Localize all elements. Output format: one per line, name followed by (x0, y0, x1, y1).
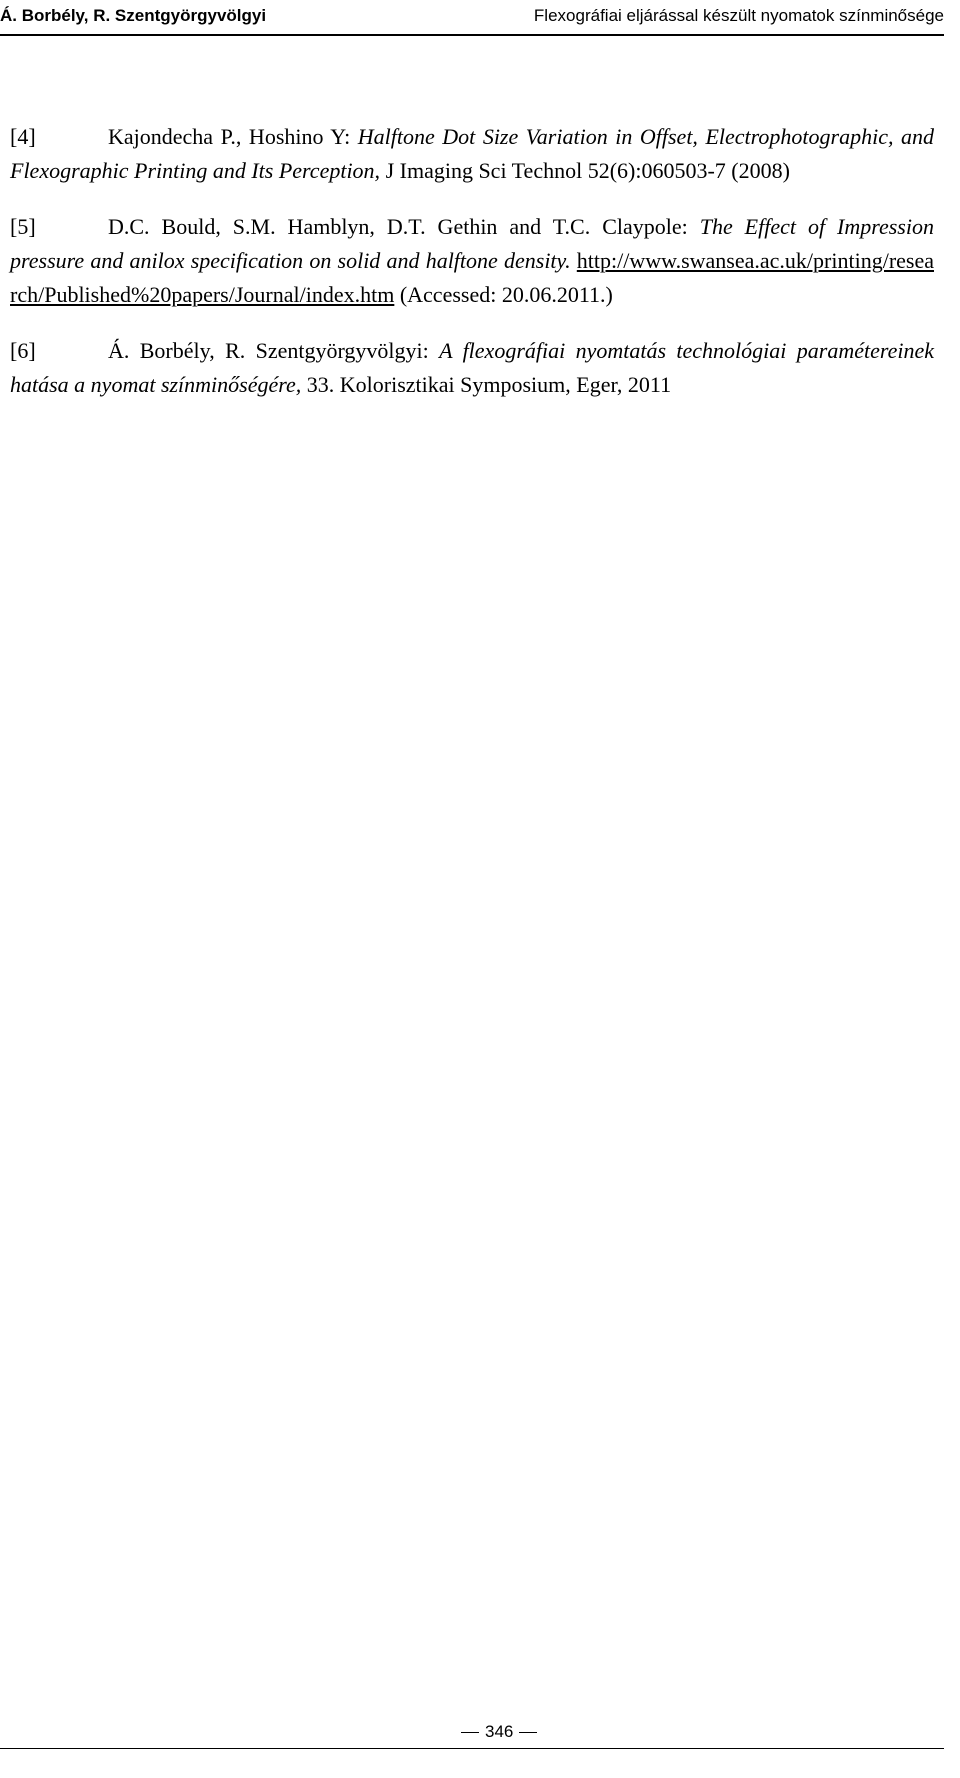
reference-link[interactable]: http://www.swansea.ac.uk/printing/research/Published%20papers/Journal/index.htm (10, 248, 934, 307)
footer-rule (0, 1748, 944, 1749)
page-number-text: 346 (485, 1722, 514, 1741)
reference-details: J Imaging Sci Technol 52(6):060503-7 (2008) (380, 158, 790, 183)
reference-list (10, 120, 934, 424)
reference-item (10, 120, 934, 188)
reference-details: (Accessed: 20.06.2011.) (394, 282, 613, 307)
reference-author: Kajondecha P., Hoshino Y: (108, 124, 358, 149)
reference-title: The Effect of Impression pressure and anilox specification on solid and halftone density. (10, 214, 934, 273)
reference-title: Halftone Dot Size Variation in Offset, Electrophotographic, and Flexographic Printing and Its Perception, (10, 124, 934, 183)
page-number (455, 1722, 543, 1742)
reference-number: [6] (10, 338, 36, 363)
page-header (0, 0, 944, 36)
dash-right (519, 1732, 537, 1733)
reference-number: [4] (10, 124, 36, 149)
reference-details: 33. Kolorisztikai Symposium, Eger, 2011 (301, 372, 672, 397)
reference-author: Á. Borbély, R. Szentgyörgyvölgyi: (108, 338, 440, 363)
header-authors: Á. Borbély, R. Szentgyörgyvölgyi (0, 6, 267, 25)
reference-item (10, 334, 934, 402)
reference-item (10, 210, 934, 312)
header-title: Flexográfiai eljárással készült nyomatok színminősége (533, 6, 944, 25)
reference-title: A flexográfiai nyomtatás technológiai paramétereinek hatása a nyomat színminőségére, (10, 338, 935, 397)
reference-number: [5] (10, 214, 36, 239)
reference-author: D.C. Bould, S.M. Hamblyn, D.T. Gethin and T.C. Claypole: (108, 214, 700, 239)
dash-left (461, 1732, 479, 1733)
